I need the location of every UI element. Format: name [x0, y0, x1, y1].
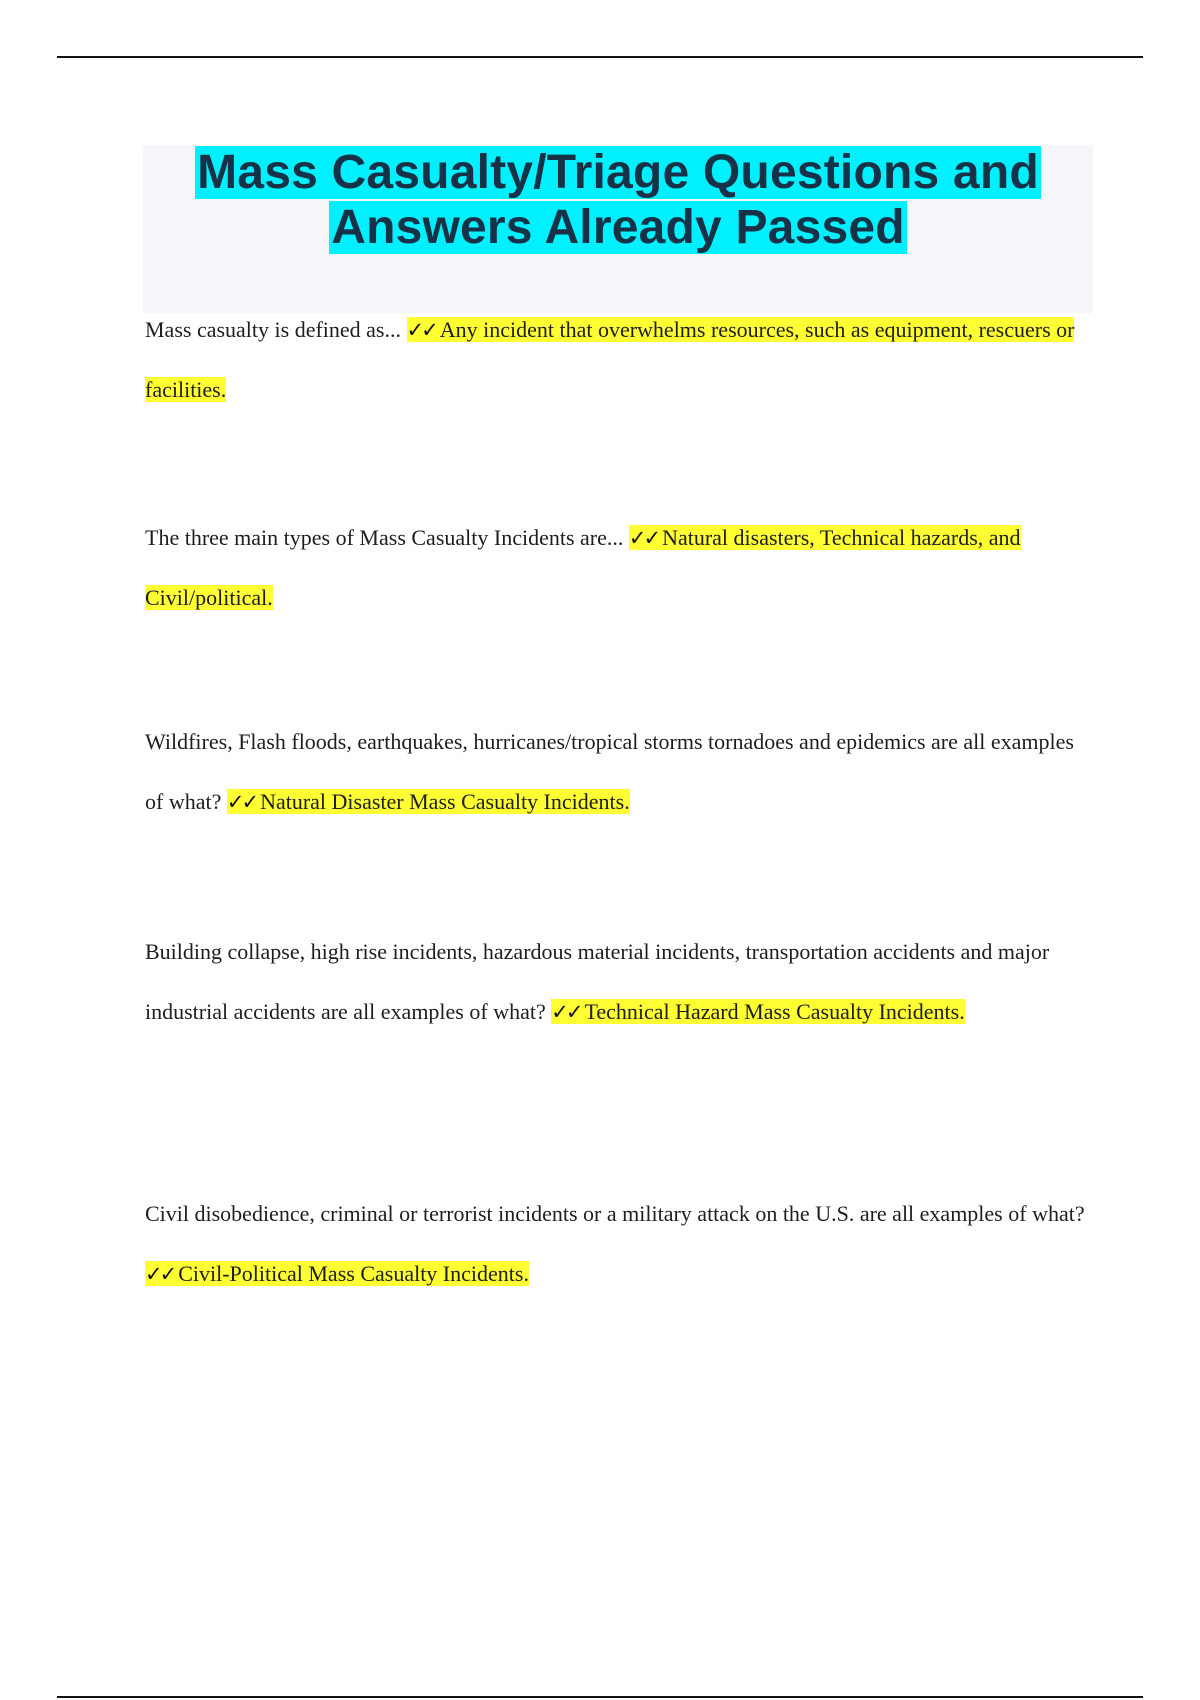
answer-3-highlight: [227, 789, 630, 814]
answer-2: Natural disasters, Technical hazards, and Civil/political.: [145, 525, 1021, 610]
qa-item-4: [145, 922, 1095, 1042]
double-check-icon: ✓✓: [628, 526, 659, 550]
qa-item-2: [145, 508, 1095, 628]
title-block: [143, 145, 1093, 313]
answer-4-highlight: [551, 999, 964, 1024]
document-title: [143, 145, 1093, 255]
question-3: Wildfires, Flash floods, earthquakes, hurricanes/tropical storms tornadoes and epidemics are all examples of what?: [145, 729, 1074, 814]
answer-4: Technical Hazard Mass Casualty Incidents.: [584, 999, 965, 1024]
document-title-text: Mass Casualty/Triage Questions and Answers Already Passed: [197, 146, 1039, 254]
question-1: Mass casualty is defined as...: [145, 317, 401, 342]
qa-item-5: [145, 1184, 1095, 1304]
double-check-icon: ✓✓: [226, 790, 257, 814]
double-check-icon: ✓✓: [406, 318, 436, 342]
answer-1: Any incident that overwhelms resources, such as equipment, rescuers or facilities.: [145, 317, 1075, 402]
answer-3: Natural Disaster Mass Casualty Incidents.: [260, 789, 630, 814]
qa-item-1: [145, 300, 1095, 420]
question-2: The three main types of Mass Casualty Incidents are...: [145, 525, 624, 550]
answer-5: Civil-Political Mass Casualty Incidents.: [178, 1261, 529, 1286]
question-5: Civil disobedience, criminal or terrorist incidents or a military attack on the U.S. are all examples of what?: [145, 1201, 1085, 1226]
double-check-icon: ✓✓: [145, 1262, 175, 1286]
bottom-rule: [57, 1696, 1143, 1698]
top-rule: [57, 56, 1143, 58]
qa-item-3: [145, 712, 1095, 832]
answer-5-highlight: [145, 1261, 529, 1286]
double-check-icon: ✓✓: [551, 1000, 581, 1024]
question-4: Building collapse, high rise incidents, hazardous material incidents, transportation accidents and major industrial accidents are all examples of what?: [145, 939, 1050, 1024]
